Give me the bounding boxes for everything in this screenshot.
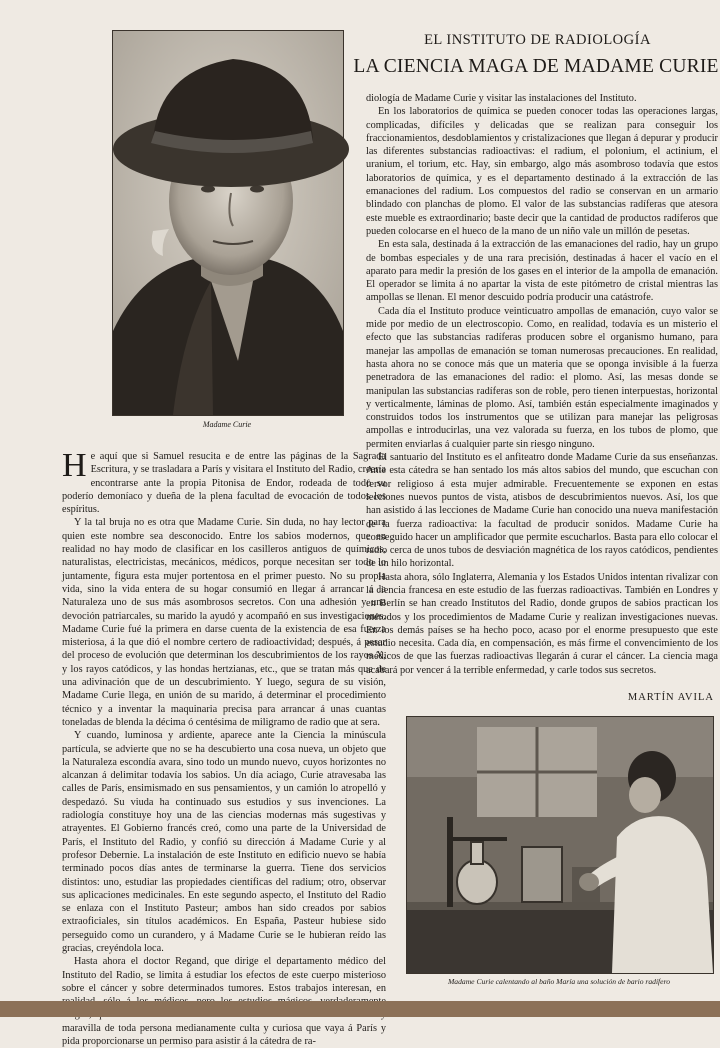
article-headline: LA CIENCIA MAGA DE MADAME CURIE: [353, 56, 719, 77]
laboratory-caption: Madame Curie calentando al baño María una solución de bario radífero: [447, 977, 671, 986]
paragraph: [62, 447, 386, 516]
left-column-text: [62, 447, 386, 1048]
portrait-photo: [112, 30, 344, 416]
paragraph: En los laboratorios de química se pueden conocer todas las operaciones largas, complicadas, difíciles y delicadas que se realizan para conseguir los fraccionamientos, desdoblamientos y cristalizaciones que llegan á depurar y producir las diferentes substancias radioactivas: el radium, el polonium, el actinium, el uranium, el torium, etc. Hay, sin embargo, algo más asombroso todavía que estos laboratorios de química, y es el departamento destinado á la extracción de las emanaciones del radium. Los compuestos del radio se conservan en un armario blindado con planchas de plomo. El valor de las substancias radíferas que atesora este mueble es extraordinario; baste decir que la cantidad de productos radíferos que pueden colocarse en el hueco de la mano de un niño vale un millón de pesetas.: [366, 106, 718, 237]
author-signature: MARTÍN AVILA: [627, 692, 714, 703]
portrait-caption: Madame Curie: [202, 420, 252, 429]
paragraph-text: e aquí que si Samuel resucita e de entre las páginas de la Sagrada Escritura, y se trasladara a París y visitara el Instituto del Radio, creería encontrarse ante la propia Pitonisa de Endor, rodeada de todo su poderío demoníaco y dueña de la plena facultad de evocación de todos los espíritus.: [62, 451, 386, 516]
paragraph: Hasta ahora, sólo Inglaterra, Alemania y los Estados Unidos intentan rivalizar con la ciencia francesa en este estudio de las fuerzas radioactivas. También en Londres y en Berlín se han creado Institutos del Radio, donde grupos de sabios practican los métodos y los procedimientos de Madame Curie y realizan investigaciones nuevas. En los demás países se ha hecho poco, acaso por el enorme presupuesto que este estudio necesita. Cada día, en compensación, es más firme el convencimiento de los médicos de que las fuerzas radioactivas llegarán á curar el cáncer. La ciencia maga acabará por vencer á la terrible enfermedad, y carle todos sus secretos.: [366, 571, 718, 676]
paragraph: En esta sala, destinada á la extracción de las emanaciones del radio, hay un grupo de bombas especiales y de una rara precisión, destinadas á hacer el vacío en el aparato para medir la presión de los gases en el interior de la ampolla de emanación. El operador se limita á no apartar la vista de este pitómetro de cristal mientras las ampollas se llenan. El menor descuido podría producir una catástrofe.: [366, 239, 718, 304]
paragraph: El santuario del Instituto es el anfiteatro donde Madame Curie da sus enseñanzas. Ante esta cátedra se han sentado los más altos sabios del mundo, que escuchan con fervor religioso á esta mujer admirable. Frecuentemente se exponen en estas lecciones nuevos puntos de vista, atisbos de descubrimientos nuevos. Así, los que han asistido á las lecciones de Madame Curie han conocido una nueva manifestación de la fuerza radioactiva: la facultad de producir sonidos. Madame Curie ha conseguido hacer un amplificador que permite escucharlos. Basta para ello colocar el radio cerca de unos tubos de desviación magnética de los rayos catódicos, pendientes de un hilo horizontal.: [366, 452, 718, 570]
paragraph: Y cuando, luminosa y ardiente, aparece ante la Ciencia la minúscula partícula, se advierte que no se ha descubierto una cosa nueva, un objeto que la Naturaleza escondía avara, sino todo un mundo nuevo, cuyos horizontes no alcanzan á delimitar todavía los sabios. Un día aciago, Curie atravesaba las calles de París, ensimismado en sus pensamientos, y un camión lo atropelló y despedazó. Su viuda ha continuado sus estudios y sus invenciones. La radiología constituye hoy una de las ciencias modernas más sugestivas y atrayentes. El Gobierno francés creó, como una parte de la Universidad de París, el Instituto del Radio, y confió su dirección á Madame Curie y al profesor Debernie. La instalación de este Instituto en edificio nuevo se había terminado pocos días antes de terminarse la guerra. Tiene dos servicios distintos: uno, estudiar las propiedades científicas del radium; otro, observar sus aplicaciones medicinales. En este segundo aspecto, el Instituto del Radio se enlaza con el Instituto Pasteur; ambos han sido creados por sabios extraoficiales, sin títulos académicos. En España, Pasteur hubiese sido perseguido como un curandero, y á Madame Curie se le hubieran reído las gracias, creyéndola loca.: [62, 730, 386, 954]
drop-cap: H: [62, 447, 87, 484]
laboratory-photo: [406, 716, 714, 974]
paragraph: diología de Madame Curie y visitar las instalaciones del Instituto.: [366, 93, 637, 104]
paragraph: Hasta ahora el doctor Regand, que dirige el departamento médico del Instituto del Radio, se limita á estudiar los efectos de este cuerpo misterioso sobre el cáncer y sobre determinados tumores. Estos trabajos interesan, en maravilla de toda persona medianamente culta y curiosa que vaya á París y pida proporcionarse un permiso para asistir á la cátedra de ra-: [62, 956, 386, 1048]
paragraph: Y la tal bruja no es otra que Madame Curie. Sin duda, no hay lector para quien este nombre sea desconocido. Entre los sabios modernos, que en realidad no hay modo de clasificar en los casilleros antiguos de químicos, naturalistas, electricistas, mecánicos, médicos, porque necesitan ser todo lo juntamente, figura esta mujer portentosa en el primer puesto. No su propia vida, sino la vida entera de su hogar consumió en llegar á arrancar á la Naturaleza uno de sus más asombrosos secretos. Con una adhesión y una devoción patriarcales, su marido la ayudó y acompañó en sus investigaciones. Madame Curie fué la primera en darse cuenta de la existencia de esa fuerza misteriosa, á la que dió el nombre certero de radioactividad; después, á pesar del proceso de evolución que determinan los descubrimientos de los rayos X, y los rayos catódicos, y las hondas hertzianas, etc., que se tratan más que de una adivinación que de un descubrimiento. Y luego, segura de su visión, Madame Curie llega, en unión de su marido, á determinar el procedimiento técnico y a inventar la maquinaria precisa para arrancar á unas cuantas toneladas de blenda la décima ó centésima de miligramo de radio que at sera.: [62, 517, 386, 728]
section-kicker: EL INSTITUTO DE RADIOLOGÍA: [424, 32, 651, 48]
right-column-text: [366, 92, 718, 694]
paragraph: Cada día el Instituto produce veinticuatro ampollas de emanación, cuyo valor se mide por medio de un electroscopio. Como, en realidad, todavía es un misterio el efecto que las substancias radíferas producen sobre el organismo humano, para manejar las ampollas de emanación se toman numerosas precauciones. En realidad, hasta ahora no se conoce más que un materia que se oponga invisible á la fuerza penetradora de las emanaciones del radio: el plomo. Así, las mesas donde se manipulan las substancias radíferas son de roble, pero tienen interpuestas, horizontal y verticalmente, láminas de plomo. Así, también están especialmente imaginados y construidos todos los instrumentos que se utilizan para manejar las peligrosas ampollas e introducirlas, una vez valorada su fuerza, en los tubos de plomo, que permiten enviarlas á cualquier parte sin riesgo ninguno.: [366, 305, 718, 450]
footer-band: [0, 1001, 720, 1017]
